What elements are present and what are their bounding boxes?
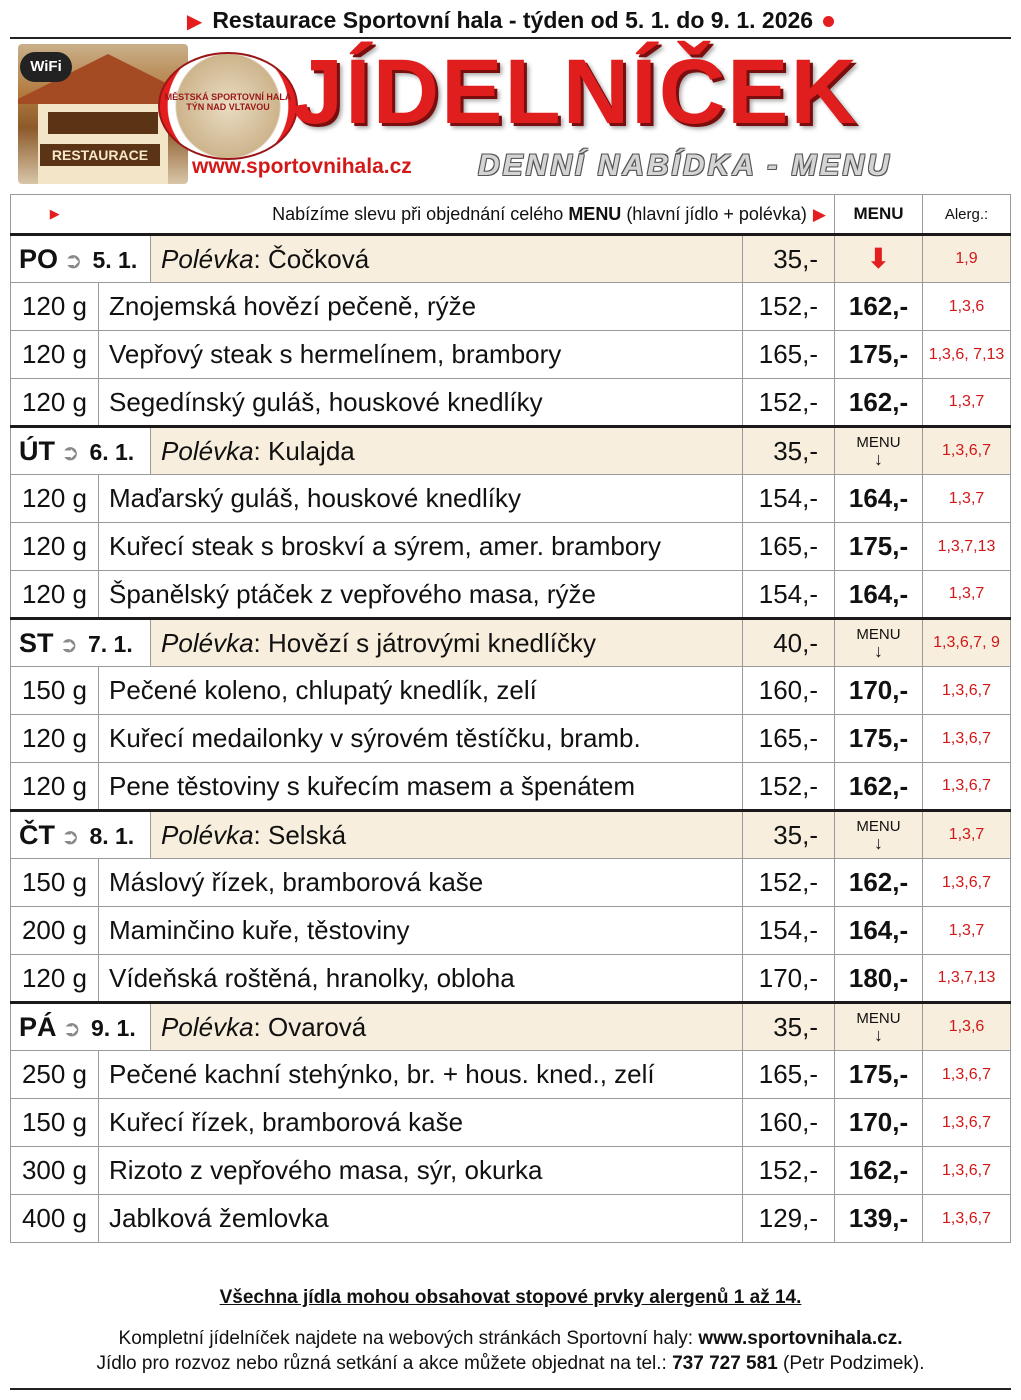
dish-price: 160,-: [743, 1099, 835, 1147]
dish-row: [11, 283, 1011, 331]
day-soup-row: [11, 1003, 1011, 1051]
dish-allergens: 1,3,7,13: [923, 523, 1011, 571]
dish-row: [11, 475, 1011, 523]
soup-name: [151, 811, 743, 859]
triangle-right-icon: ▶: [186, 11, 203, 33]
banner: [10, 40, 1011, 190]
dish-menu-price: 162,-: [835, 859, 923, 907]
day-soup-row: [11, 811, 1011, 859]
dish-name: Maminčino kuře, těstoviny: [99, 907, 743, 955]
dish-name: Španělský ptáček z vepřového masa, rýže: [99, 571, 743, 619]
dish-price: 152,-: [743, 1147, 835, 1195]
discount-offer: Nabízíme slevu při objednání celého MENU (hlavní jídlo + polévka) ▶: [99, 195, 835, 235]
dish-price: 165,-: [743, 331, 835, 379]
dish-name: Kuřecí řízek, bramborová kaše: [99, 1099, 743, 1147]
red-dot-icon: [823, 16, 834, 27]
dish-menu-price: 175,-: [835, 331, 923, 379]
dish-weight: 120 g: [11, 763, 99, 811]
week-title: Restaurace Sportovní hala - týden od 5. 1. do 9. 1. 2026: [212, 7, 814, 33]
dish-allergens: 1,3,6,7: [923, 715, 1011, 763]
soup-value: Čočková: [268, 243, 370, 274]
soup-label: Polévka: [161, 627, 254, 658]
arrow-down-icon: ⬇: [866, 243, 891, 274]
dish-weight: 400 g: [11, 1195, 99, 1243]
dish-menu-price: 162,-: [835, 1147, 923, 1195]
day-soup-row: [11, 427, 1011, 475]
dish-allergens: 1,3,6,7: [923, 1147, 1011, 1195]
day-label: [11, 811, 151, 859]
dish-row: [11, 955, 1011, 1003]
triangle-right-icon: ▶: [11, 195, 99, 235]
dish-menu-price: 139,-: [835, 1195, 923, 1243]
dish-weight: 150 g: [11, 859, 99, 907]
restaurant-sign: RESTAURACE: [40, 144, 160, 166]
dish-name: Segedínský guláš, houskové knedlíky: [99, 379, 743, 427]
allergen-column-header: Alerg.:: [923, 195, 1011, 235]
dish-allergens: 1,3,6: [923, 283, 1011, 331]
circle-arrow-icon: ➲: [59, 631, 78, 657]
dish-allergens: 1,3,6,7: [923, 667, 1011, 715]
dish-name: Kuřecí steak s broskví a sýrem, amer. brambory: [99, 523, 743, 571]
dish-allergens: 1,3,6,7: [923, 1051, 1011, 1099]
dish-row: [11, 667, 1011, 715]
soup-price: 35,-: [743, 811, 835, 859]
arrow-down-icon: ↓: [874, 1025, 883, 1045]
dish-allergens: 1,3,6,7: [923, 859, 1011, 907]
dish-menu-price: 162,-: [835, 763, 923, 811]
dish-allergens: 1,3,6,7: [923, 1195, 1011, 1243]
dish-allergens: 1,3,7: [923, 571, 1011, 619]
circle-arrow-icon: ➲: [61, 439, 80, 465]
day-abbr: ČT: [19, 819, 55, 850]
dish-weight: 200 g: [11, 907, 99, 955]
dish-weight: 120 g: [11, 571, 99, 619]
soup-colon: :: [253, 1011, 268, 1042]
dish-menu-price: 162,-: [835, 283, 923, 331]
soup-price: 35,-: [743, 235, 835, 283]
dish-menu-price: 170,-: [835, 667, 923, 715]
dish-weight: 150 g: [11, 1099, 99, 1147]
soup-name: [151, 235, 743, 283]
circle-arrow-icon: ➲: [62, 1015, 81, 1041]
dish-price: 154,-: [743, 907, 835, 955]
soup-price: 35,-: [743, 1003, 835, 1051]
menu-word: MENU: [856, 434, 901, 451]
dish-allergens: 1,3,7,13: [923, 955, 1011, 1003]
page-title: JÍDELNÍČEK: [292, 41, 859, 143]
soup-colon: :: [253, 435, 268, 466]
wifi-icon: WiFi: [20, 52, 72, 82]
dish-name: Maďarský guláš, houskové knedlíky: [99, 475, 743, 523]
dish-menu-price: 180,-: [835, 955, 923, 1003]
dish-price: 152,-: [743, 859, 835, 907]
soup-name: [151, 1003, 743, 1051]
dish-name: Vepřový steak s hermelínem, brambory: [99, 331, 743, 379]
soup-value: Kulajda: [268, 435, 355, 466]
menu-indicator: [835, 811, 923, 859]
dish-price: 160,-: [743, 667, 835, 715]
menu-word: MENU: [856, 818, 901, 835]
allergen-note: Všechna jídla mohou obsahovat stopové prvky alergenů 1 až 14.: [219, 1287, 802, 1308]
day-soup-row: [11, 619, 1011, 667]
dish-row: [11, 571, 1011, 619]
dish-row: [11, 763, 1011, 811]
day-date: 7. 1.: [87, 630, 133, 657]
dish-row: [11, 715, 1011, 763]
dish-weight: 120 g: [11, 331, 99, 379]
dish-price: 165,-: [743, 715, 835, 763]
day-abbr: PO: [19, 243, 59, 274]
dish-weight: 120 g: [11, 523, 99, 571]
day-abbr: ST: [19, 627, 54, 658]
soup-label: Polévka: [161, 819, 254, 850]
dish-price: 129,-: [743, 1195, 835, 1243]
soup-value: Hovězí s játrovými knedlíčky: [268, 627, 596, 658]
dish-name: Pečené kachní stehýnko, br. + hous. kned., zelí: [99, 1051, 743, 1099]
top-rule: [10, 37, 1011, 39]
soup-name: [151, 619, 743, 667]
footer-phone-line: Jídlo pro rozvoz nebo různá setkání a akce můžete objednat na tel.: 737 727 581 (Petr Podzimek).: [96, 1353, 925, 1374]
soup-name: [151, 427, 743, 475]
dish-menu-price: 175,-: [835, 1051, 923, 1099]
dish-price: 165,-: [743, 523, 835, 571]
dish-weight: 250 g: [11, 1051, 99, 1099]
dish-name: Znojemská hovězí pečeně, rýže: [99, 283, 743, 331]
day-abbr: PÁ: [19, 1011, 57, 1042]
dish-row: [11, 1099, 1011, 1147]
top-heading: [0, 4, 1021, 36]
dish-weight: 300 g: [11, 1147, 99, 1195]
dish-allergens: 1,3,7: [923, 379, 1011, 427]
soup-allergens: 1,3,7: [923, 811, 1011, 859]
day-label: [11, 235, 151, 283]
arrow-down-icon: ↓: [874, 833, 883, 853]
dish-allergens: 1,3,6,7: [923, 763, 1011, 811]
day-date: 8. 1.: [89, 822, 135, 849]
arrow-down-icon: ↓: [874, 641, 883, 661]
dish-menu-price: 175,-: [835, 715, 923, 763]
dish-allergens: 1,3,7: [923, 475, 1011, 523]
dish-name: Vídeňská roštěná, hranolky, obloha: [99, 955, 743, 1003]
dish-price: 152,-: [743, 379, 835, 427]
dish-row: [11, 1147, 1011, 1195]
dish-name: Pene těstoviny s kuřecím masem a špenátem: [99, 763, 743, 811]
dish-row: [11, 331, 1011, 379]
dish-menu-price: 164,-: [835, 475, 923, 523]
arrow-down-icon: ↓: [874, 449, 883, 469]
soup-allergens: 1,3,6,7, 9: [923, 619, 1011, 667]
dish-row: [11, 859, 1011, 907]
dish-weight: 120 g: [11, 715, 99, 763]
day-label: [11, 1003, 151, 1051]
menu-indicator: [835, 1003, 923, 1051]
day-abbr: ÚT: [19, 435, 55, 466]
circle-arrow-icon: ➲: [64, 247, 83, 273]
dish-price: 154,-: [743, 571, 835, 619]
menu-word: MENU: [856, 626, 901, 643]
dish-weight: 120 g: [11, 955, 99, 1003]
website-url: www.sportovnihala.cz: [192, 155, 412, 178]
dish-weight: 120 g: [11, 379, 99, 427]
soup-colon: :: [253, 243, 268, 274]
dish-row: [11, 907, 1011, 955]
dish-weight: 150 g: [11, 667, 99, 715]
menu-indicator: [835, 427, 923, 475]
soup-allergens: 1,3,6: [923, 1003, 1011, 1051]
table-header-row: [11, 195, 1011, 235]
menu-indicator: [835, 619, 923, 667]
day-date: 6. 1.: [89, 438, 135, 465]
menu-indicator: [835, 235, 923, 283]
dish-menu-price: 164,-: [835, 907, 923, 955]
dish-name: Kuřecí medailonky v sýrovém těstíčku, bramb.: [99, 715, 743, 763]
page-subtitle: DENNÍ NABÍDKA - MENU: [478, 149, 892, 182]
dish-allergens: 1,3,7: [923, 907, 1011, 955]
dish-name: Pečené koleno, chlupatý knedlík, zelí: [99, 667, 743, 715]
dish-menu-price: 162,-: [835, 379, 923, 427]
menu-column-header: MENU: [835, 195, 923, 235]
dish-price: 152,-: [743, 763, 835, 811]
menu-table: [10, 194, 1011, 1243]
dish-weight: 120 g: [11, 475, 99, 523]
day-soup-row: [11, 235, 1011, 283]
soup-allergens: 1,9: [923, 235, 1011, 283]
soup-label: Polévka: [161, 435, 254, 466]
footer-website-line: Kompletní jídelníček najdete na webových stránkách Sportovní haly: www.sportovnihala.cz.: [118, 1328, 903, 1349]
sports-hall-seal: [158, 52, 298, 160]
soup-colon: :: [253, 819, 268, 850]
day-label: [11, 427, 151, 475]
dish-allergens: 1,3,6,7: [923, 1099, 1011, 1147]
dish-price: 154,-: [743, 475, 835, 523]
day-label: [11, 619, 151, 667]
dish-row: [11, 379, 1011, 427]
dish-row: [11, 1051, 1011, 1099]
dish-name: Rizoto z vepřového masa, sýr, okurka: [99, 1147, 743, 1195]
dish-name: Máslový řízek, bramborová kaše: [99, 859, 743, 907]
soup-value: Selská: [268, 819, 347, 850]
soup-label: Polévka: [161, 243, 254, 274]
dish-row: [11, 523, 1011, 571]
menu-word: MENU: [856, 1010, 901, 1027]
dish-menu-price: 170,-: [835, 1099, 923, 1147]
dish-menu-price: 175,-: [835, 523, 923, 571]
dish-price: 165,-: [743, 1051, 835, 1099]
soup-allergens: 1,3,6,7: [923, 427, 1011, 475]
day-date: 5. 1.: [92, 246, 138, 273]
dish-weight: 120 g: [11, 283, 99, 331]
dish-price: 152,-: [743, 283, 835, 331]
soup-label: Polévka: [161, 1011, 254, 1042]
dish-allergens: 1,3,6, 7,13: [923, 331, 1011, 379]
circle-arrow-icon: ➲: [61, 823, 80, 849]
day-date: 9. 1.: [90, 1014, 136, 1041]
triangle-right-icon: ▶: [812, 204, 826, 224]
seal-text: MĚSTSKÁ SPORTOVNÍ HALA TÝN NAD VLTAVOU: [164, 92, 292, 112]
dish-price: 170,-: [743, 955, 835, 1003]
soup-colon: :: [253, 627, 268, 658]
soup-value: Ovarová: [268, 1011, 367, 1042]
soup-price: 35,-: [743, 427, 835, 475]
soup-price: 40,-: [743, 619, 835, 667]
dish-row: [11, 1195, 1011, 1243]
dish-name: Jablková žemlovka: [99, 1195, 743, 1243]
bottom-rule: [10, 1388, 1011, 1390]
dish-menu-price: 164,-: [835, 571, 923, 619]
